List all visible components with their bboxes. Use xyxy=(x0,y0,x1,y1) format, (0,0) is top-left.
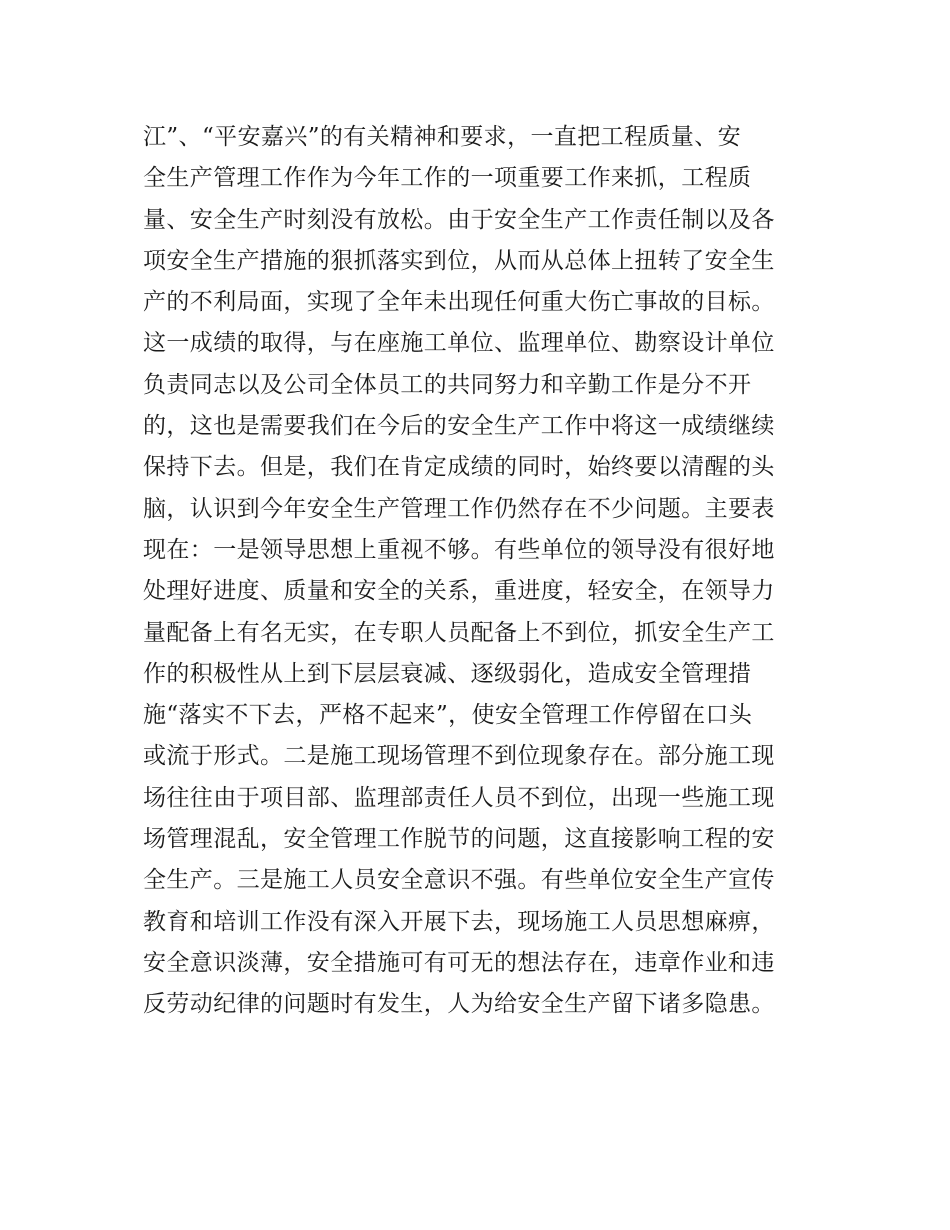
text-line: 江”、“平安嘉兴”的有关精神和要求，一直把工程质量、安 xyxy=(143,124,742,150)
text-line: 反劳动纪律的问题时有发生，人为给安全生产留下诸多隐患。 xyxy=(143,991,775,1018)
text-line: 产的不利局面，实现了全年未出现任何重大伤亡事故的目标。 xyxy=(143,289,775,316)
text-line: 或流于形式。二是施工现场管理不到位现象存在。部分施工现 xyxy=(143,743,775,770)
text-line: 全生产。三是施工人员安全意识不强。有些单位安全生产宣传 xyxy=(143,867,775,894)
text-line: 全生产管理工作作为今年工作的一项重要工作来抓，工程质 xyxy=(143,165,752,192)
text-line: 作的积极性从上到下层层衰减、逐级弱化，造成安全管理措 xyxy=(143,660,752,687)
text-line: 保持下去。但是，我们在肯定成绩的同时，始终要以清醒的头 xyxy=(143,454,775,481)
text-line: 的，这也是需要我们在今后的安全生产工作中将这一成绩继续 xyxy=(143,413,775,440)
text-line: 施“落实不下去，严格不起来”，使安全管理工作停留在口头 xyxy=(143,702,753,729)
text-line: 处理好进度、质量和安全的关系，重进度，轻安全，在领导力 xyxy=(143,578,775,605)
body-paragraph xyxy=(143,117,823,1026)
text-line: 教育和培训工作没有深入开展下去，现场施工人员思想麻痹， xyxy=(143,908,775,935)
text-line: 量、安全生产时刻没有放松。由于安全生产工作责任制以及各 xyxy=(143,206,775,233)
text-line: 场管理混乱，安全管理工作脱节的问题，这直接影响工程的安 xyxy=(143,826,775,853)
text-line: 安全意识淡薄，安全措施可有可无的想法存在，违章作业和违 xyxy=(143,949,775,976)
text-line: 场往往由于项目部、监理部责任人员不到位，出现一些施工现 xyxy=(143,784,775,811)
text-line: 这一成绩的取得，与在座施工单位、监理单位、勘察设计单位 xyxy=(143,330,775,357)
text-line: 量配备上有名无实，在专职人员配备上不到位，抓安全生产工 xyxy=(143,619,775,646)
text-line: 脑，认识到今年安全生产管理工作仍然存在不少问题。主要表 xyxy=(143,495,775,522)
text-line: 现在：一是领导思想上重视不够。有些单位的领导没有很好地 xyxy=(143,536,775,563)
text-line: 负责同志以及公司全体员工的共同努力和辛勤工作是分不开 xyxy=(143,371,752,398)
text-line: 项安全生产措施的狠抓落实到位，从而从总体上扭转了安全生 xyxy=(143,247,775,274)
